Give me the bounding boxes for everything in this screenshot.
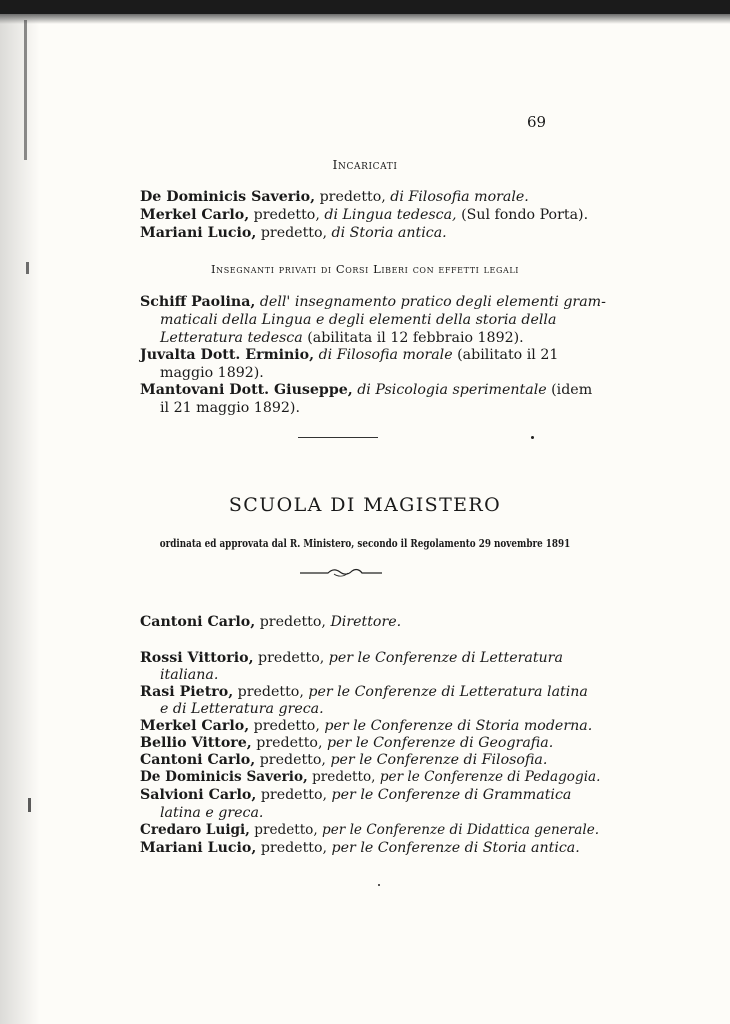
list-item bbox=[140, 822, 599, 839]
person-name: Mariani Lucio, bbox=[140, 840, 257, 856]
entry-text: predetto, bbox=[307, 769, 380, 785]
entry-subject: per le Conferenze di Letteratura bbox=[328, 650, 563, 666]
person-name: De Dominicis Saverio, bbox=[140, 189, 316, 205]
list-item bbox=[140, 735, 553, 752]
scan-top-border bbox=[0, 0, 730, 14]
list-item bbox=[140, 189, 529, 206]
page-number: 69 bbox=[527, 113, 547, 131]
person-name: Mantovani Dott. Giuseppe, bbox=[140, 382, 353, 398]
entry-text: predetto, bbox=[256, 840, 332, 856]
list-item bbox=[140, 225, 447, 242]
entry-note: (idem bbox=[546, 382, 593, 398]
print-speck bbox=[531, 436, 534, 439]
entry-subject: per le Conferenze di Didattica generale. bbox=[322, 822, 600, 838]
person-name: Credaro Luigi, bbox=[140, 822, 250, 838]
entry-text: predetto, bbox=[249, 207, 325, 223]
list-item bbox=[140, 840, 580, 857]
list-item bbox=[140, 787, 571, 804]
entry-note: (abilitata il 12 febbraio 1892). bbox=[302, 330, 524, 346]
entry-subject: dell' insegnamento pratico degli elementi gram- bbox=[255, 294, 606, 310]
entry-note-continued: maggio 1892). bbox=[160, 365, 264, 381]
entry-subject: per le Conferenze di Geografia. bbox=[326, 735, 554, 751]
entry-subject: Letteratura tedesca bbox=[160, 330, 303, 346]
entry-note: (Sul fondo Porta). bbox=[456, 207, 589, 223]
list-item bbox=[140, 769, 600, 786]
entry-subject: di Filosofia morale bbox=[314, 347, 453, 363]
entry-subject-continued: latina e greca. bbox=[160, 805, 264, 821]
list-item bbox=[140, 752, 547, 769]
entry-subject: per le Conferenze di Filosofia. bbox=[330, 752, 548, 768]
list-item bbox=[140, 294, 606, 311]
section-heading-incaricati: Incaricati bbox=[332, 157, 398, 172]
scan-top-shadow bbox=[0, 14, 730, 24]
entry-subject: per le Conferenze di Grammatica bbox=[331, 787, 572, 803]
person-name: Schiff Paolina, bbox=[140, 294, 256, 310]
person-name: De Dominicis Saverio, bbox=[140, 769, 308, 785]
ornament-divider-icon bbox=[298, 565, 384, 579]
entry-text: predetto, bbox=[249, 718, 325, 734]
entry-subject: di Filosofia morale. bbox=[390, 189, 529, 205]
person-name: Mariani Lucio, bbox=[140, 225, 257, 241]
list-item bbox=[140, 207, 588, 224]
person-name: Rasi Pietro, bbox=[140, 684, 234, 700]
entry-subject: per le Conferenze di Letteratura latina bbox=[308, 684, 588, 700]
entry-subject: di Lingua tedesca, bbox=[324, 207, 457, 223]
entry-continued bbox=[160, 330, 524, 347]
entry-text: predetto, bbox=[315, 189, 391, 205]
section-subtitle: ordinata ed approvata dal R. Ministero, secondo il Regolamento 29 novembre 1891 bbox=[159, 537, 571, 550]
person-name: Merkel Carlo, bbox=[140, 207, 250, 223]
section-divider bbox=[298, 437, 378, 438]
person-name: Bellio Vittore, bbox=[140, 735, 252, 751]
entry-note: (abilitato il 21 bbox=[452, 347, 559, 363]
person-name: Salvioni Carlo, bbox=[140, 787, 257, 803]
section-title: SCUOLA DI MAGISTERO bbox=[228, 494, 502, 516]
entry-text: predetto, bbox=[255, 614, 331, 630]
list-item bbox=[140, 684, 588, 701]
list-item bbox=[140, 347, 558, 364]
entry-text: predetto, bbox=[256, 225, 332, 241]
entry-text: predetto, bbox=[253, 650, 329, 666]
entry-subject: per le Conferenze di Storia moderna. bbox=[324, 718, 593, 734]
scan-edge-mark bbox=[24, 20, 27, 160]
list-item bbox=[140, 382, 592, 399]
person-name: Merkel Carlo, bbox=[140, 718, 250, 734]
director-entry bbox=[140, 614, 401, 631]
entry-subject: per le Conferenze di Storia antica. bbox=[331, 840, 580, 856]
person-name: Rossi Vittorio, bbox=[140, 650, 254, 666]
entry-subject-continued: e di Letteratura greca. bbox=[160, 701, 324, 717]
section-heading-privati: Insegnanti privati di Corsi Liberi con effetti legali bbox=[210, 262, 520, 276]
entry-text: predetto, bbox=[255, 752, 331, 768]
entry-subject: per le Conferenze di Pedagogia. bbox=[379, 769, 601, 785]
print-speck bbox=[378, 884, 380, 886]
entry-subject: di Psicologia sperimentale bbox=[352, 382, 547, 398]
entry-text: predetto, bbox=[251, 735, 327, 751]
entry-text: predetto, bbox=[256, 787, 332, 803]
list-item bbox=[140, 650, 563, 667]
entry-text: predetto, bbox=[249, 822, 322, 838]
entry-note-continued: il 21 maggio 1892). bbox=[160, 400, 300, 416]
entry-subject: di Storia antica. bbox=[331, 225, 447, 241]
scan-edge-mark bbox=[28, 798, 31, 812]
entry-role: Direttore. bbox=[330, 614, 402, 630]
list-item bbox=[140, 718, 592, 735]
person-name: Juvalta Dott. Erminio, bbox=[140, 347, 315, 363]
entry-subject-continued: maticali della Lingua e degli elementi della storia della bbox=[160, 312, 557, 328]
entry-text: predetto, bbox=[233, 684, 309, 700]
person-name: Cantoni Carlo, bbox=[140, 614, 256, 630]
person-name: Cantoni Carlo, bbox=[140, 752, 256, 768]
entry-subject-continued: italiana. bbox=[160, 667, 219, 683]
